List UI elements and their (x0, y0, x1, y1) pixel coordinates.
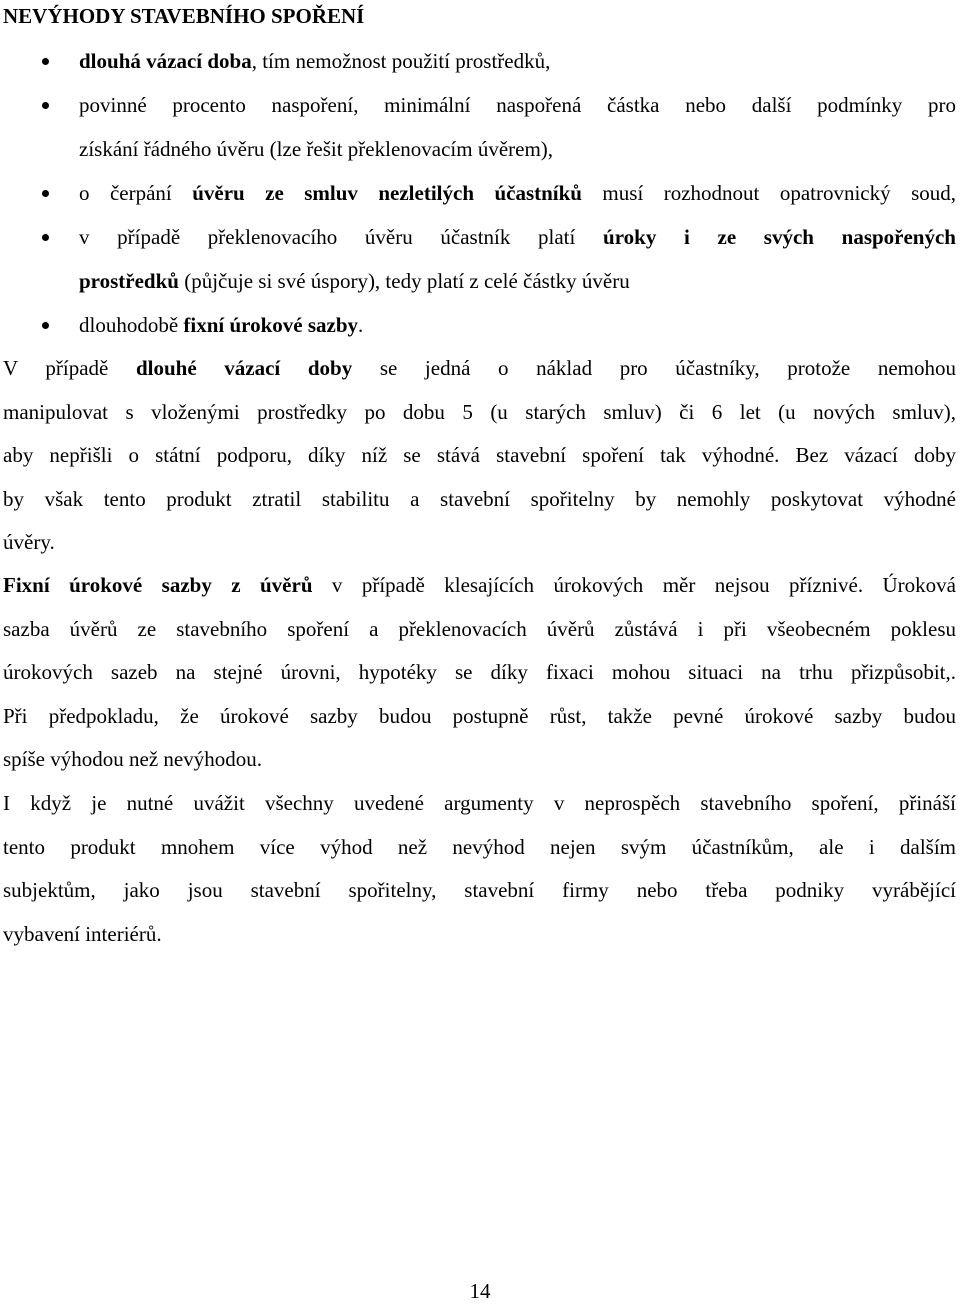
text-line (3, 746, 956, 772)
text-run: I když je nutné uvážit všechny uvedené argumenty v neprospěch stavebního spoření, přináší (3, 791, 956, 815)
text-run: se jedná o náklad pro účastníky, protože nemohou (352, 356, 956, 380)
text-line (3, 834, 956, 860)
bold-text: Fixní úrokové sazby z úvěrů (3, 573, 313, 597)
text-run: získání řádného úvěru (lze řešit překlenovacím úvěrem), (79, 137, 554, 161)
text-run: úvěry. (3, 530, 55, 555)
text-run: musí rozhodnout opatrovnický soud, (581, 181, 956, 205)
text-line (3, 921, 956, 947)
text-run: dlouhodobě (79, 313, 184, 337)
text-run: sazba úvěrů ze stavebního spoření a překlenovacích úvěrů zůstává i při všeobecném poklesu (3, 616, 956, 641)
bullet-icon (42, 322, 49, 329)
text-line (79, 312, 956, 338)
text-line (3, 399, 956, 425)
text-line (3, 790, 956, 816)
text-run: povinné procento naspoření, minimální naspořená částka nebo další podmínky pro (79, 93, 956, 117)
text-run: by však tento produkt ztratil stabilitu a stavební spořitelny by nemohly poskytovat výhodné (3, 486, 956, 511)
text-line (79, 48, 956, 74)
bold-text: úroky i ze svých naspořených (603, 225, 956, 249)
text-run: , tím nemožnost použití prostředků, (251, 49, 551, 73)
text-line (3, 355, 956, 381)
bold-text: fixní úrokové sazby (183, 313, 359, 337)
section-heading: NEVÝHODY STAVEBNÍHO SPOŘENÍ (3, 4, 365, 28)
bullet-icon (42, 58, 49, 65)
text-run: aby nepřišli o státní podporu, díky níž se stává stavební spoření tak výhodné. Bez vázací doby (3, 443, 956, 468)
text-run: spíše výhodou než nevýhodou. (3, 747, 262, 772)
bold-text: dlouhé vázací doby (135, 356, 353, 380)
text-line (79, 180, 956, 206)
bold-text: dlouhá vázací doba (79, 49, 252, 73)
text-line (3, 529, 956, 555)
text-line (79, 92, 956, 118)
text-line (79, 136, 956, 162)
text-run: . (358, 313, 364, 337)
text-run: vybavení interiérů. (3, 921, 162, 946)
text-line (3, 703, 956, 729)
bullet-icon (42, 234, 49, 241)
bold-text: prostředků (79, 269, 179, 293)
text-run: subjektům, jako jsou stavební spořitelny, stavební firmy nebo třeba podniky vyrábějící (3, 878, 956, 903)
text-run: manipulovat s vloženými prostředky po dobu 5 (u starých smluv) či 6 let (u nových smluv), (3, 399, 956, 424)
text-run: Při předpokladu, že úrokové sazby budou postupně růst, takže pevné úrokové sazby budou (3, 703, 956, 728)
bullet-icon (42, 190, 49, 197)
text-run: tento produkt mnohem více výhod než nevýhod nejen svým účastníkům, ale i dalším (3, 834, 956, 859)
text-run: úrokových sazeb na stejné úrovni, hypotéky se díky fixaci mohou situaci na trhu přizpůsobit,. (3, 660, 956, 685)
text-run: V případě (3, 356, 136, 380)
text-run: o čerpání (79, 181, 193, 205)
bullet-icon (42, 102, 49, 109)
text-line (3, 877, 956, 903)
text-line (3, 442, 956, 468)
page-number: 14 (469, 1279, 491, 1303)
text-line (3, 616, 956, 642)
text-line (3, 486, 956, 512)
text-line (3, 659, 956, 685)
text-line (79, 268, 956, 294)
text-line (3, 572, 956, 598)
text-run: v případě překlenovacího úvěru účastník platí (79, 225, 604, 249)
text-run: v případě klesajících úrokových měr nejsou příznivé. Úroková (312, 573, 956, 597)
bold-text: úvěru ze smluv nezletilých účastníků (192, 181, 582, 205)
text-line (79, 224, 956, 250)
text-run: (půjčuje si své úspory), tedy platí z celé částky úvěru (178, 269, 630, 293)
